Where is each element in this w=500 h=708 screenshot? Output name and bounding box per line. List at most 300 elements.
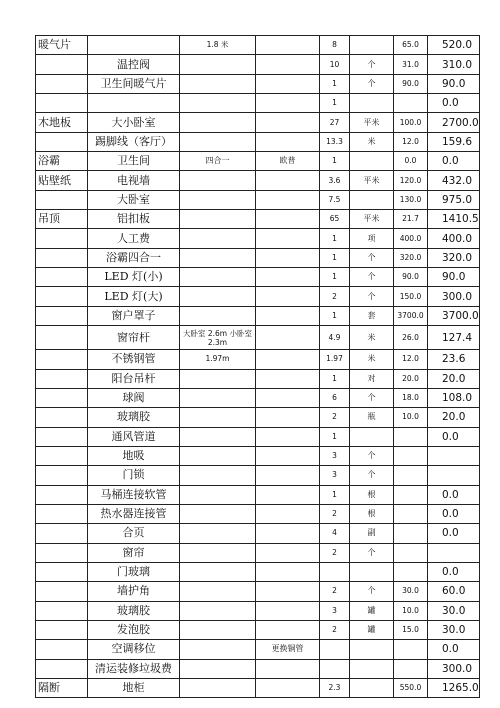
total-cell: 90.0 [428, 74, 480, 93]
brand-cell [256, 582, 320, 601]
spec-cell [180, 306, 256, 325]
item-cell: 窗帘 [88, 543, 180, 562]
brand-cell: 更换铜管 [256, 640, 320, 659]
unit-price-cell: 12.0 [394, 132, 428, 151]
brand-cell [256, 466, 320, 485]
category-cell [36, 485, 88, 504]
unit-cell: 平米 [350, 171, 394, 190]
quantity-cell: 1 [320, 268, 350, 287]
category-cell [36, 408, 88, 427]
brand-cell [256, 562, 320, 581]
spec-cell [180, 659, 256, 678]
brand-cell: 欧普 [256, 152, 320, 171]
unit-price-cell: 18.0 [394, 388, 428, 407]
brand-cell [256, 350, 320, 369]
brand-cell [256, 659, 320, 678]
unit-price-cell: 0.0 [394, 152, 428, 171]
table-row [36, 408, 480, 427]
quantity-cell: 1 [320, 427, 350, 446]
unit-price-cell: 130.0 [394, 190, 428, 209]
item-cell: 踢脚线（客厅） [88, 132, 180, 151]
item-cell: 不锈钢管 [88, 350, 180, 369]
unit-cell [350, 152, 394, 171]
unit-price-cell: 150.0 [394, 287, 428, 306]
total-cell: 0.0 [428, 94, 480, 113]
table-row [36, 350, 480, 369]
category-cell: 吊顶 [36, 210, 88, 229]
unit-price-cell: 120.0 [394, 171, 428, 190]
unit-price-cell: 30.0 [394, 582, 428, 601]
unit-cell: 个 [350, 55, 394, 74]
unit-price-cell: 10.0 [394, 408, 428, 427]
unit-cell: 根 [350, 485, 394, 504]
table-row [36, 446, 480, 465]
table-row [36, 524, 480, 543]
brand-cell [256, 306, 320, 325]
unit-cell: 个 [350, 543, 394, 562]
quantity-cell [320, 562, 350, 581]
spec-cell [180, 229, 256, 248]
total-cell: 20.0 [428, 408, 480, 427]
table-row [36, 326, 480, 350]
unit-cell: 罐 [350, 620, 394, 639]
spec-cell [180, 466, 256, 485]
quantity-cell: 10 [320, 55, 350, 74]
spec-cell: 1.97m [180, 350, 256, 369]
spec-cell [180, 74, 256, 93]
item-cell: 窗帘杆 [88, 326, 180, 350]
unit-price-cell [394, 504, 428, 523]
brand-cell [256, 524, 320, 543]
total-cell: 520.0 [428, 36, 480, 55]
brand-cell [256, 408, 320, 427]
table-row [36, 55, 480, 74]
brand-cell [256, 601, 320, 620]
spec-cell [180, 562, 256, 581]
unit-price-cell: 31.0 [394, 55, 428, 74]
unit-price-cell: 3700.0 [394, 306, 428, 325]
unit-cell: 个 [350, 287, 394, 306]
spec-cell [180, 210, 256, 229]
category-cell [36, 582, 88, 601]
table-row [36, 74, 480, 93]
unit-price-cell: 21.7 [394, 210, 428, 229]
item-cell: 通风管道 [88, 427, 180, 446]
total-cell: 0.0 [428, 562, 480, 581]
category-cell [36, 640, 88, 659]
quantity-cell: 6 [320, 388, 350, 407]
table-row [36, 388, 480, 407]
spec-cell [180, 485, 256, 504]
category-cell [36, 268, 88, 287]
brand-cell [256, 229, 320, 248]
table-row [36, 36, 480, 55]
quantity-cell: 3 [320, 601, 350, 620]
table-row [36, 562, 480, 581]
item-cell: 马桶连接软管 [88, 485, 180, 504]
total-cell: 400.0 [428, 229, 480, 248]
unit-cell: 米 [350, 350, 394, 369]
unit-price-cell [394, 543, 428, 562]
unit-price-cell: 320.0 [394, 248, 428, 267]
quantity-cell: 8 [320, 36, 350, 55]
brand-cell [256, 427, 320, 446]
spec-cell [180, 113, 256, 132]
quantity-cell: 13.3 [320, 132, 350, 151]
item-cell: 空调移位 [88, 640, 180, 659]
unit-cell: 套 [350, 306, 394, 325]
spec-cell [180, 55, 256, 74]
item-cell: 地柜 [88, 679, 180, 698]
item-cell: 清运装修垃圾费 [88, 659, 180, 678]
brand-cell [256, 369, 320, 388]
item-cell: 热水器连接管 [88, 504, 180, 523]
total-cell: 975.0 [428, 190, 480, 209]
total-cell: 0.0 [428, 640, 480, 659]
total-cell: 108.0 [428, 388, 480, 407]
item-cell: 球阀 [88, 388, 180, 407]
unit-cell [350, 94, 394, 113]
unit-cell [350, 562, 394, 581]
quantity-cell: 1.97 [320, 350, 350, 369]
category-cell [36, 248, 88, 267]
category-cell [36, 229, 88, 248]
spec-cell: 1.8 米 [180, 36, 256, 55]
unit-cell [350, 36, 394, 55]
item-cell: 大小卧室 [88, 113, 180, 132]
table-row [36, 659, 480, 678]
unit-cell: 项 [350, 229, 394, 248]
total-cell: 3700.0 [428, 306, 480, 325]
brand-cell [256, 190, 320, 209]
brand-cell [256, 210, 320, 229]
category-cell [36, 427, 88, 446]
total-cell: 0.0 [428, 485, 480, 504]
table-row [36, 171, 480, 190]
spec-cell [180, 679, 256, 698]
table-row [36, 268, 480, 287]
total-cell: 432.0 [428, 171, 480, 190]
category-cell [36, 74, 88, 93]
spec-cell [180, 524, 256, 543]
total-cell [428, 543, 480, 562]
table-row [36, 229, 480, 248]
spec-cell: 大卧室 2.6m 小卧室 2.3m [180, 326, 256, 350]
spec-cell [180, 132, 256, 151]
brand-cell [256, 326, 320, 350]
category-cell [36, 190, 88, 209]
quantity-cell: 2 [320, 582, 350, 601]
unit-cell [350, 659, 394, 678]
item-cell: LED 灯(小) [88, 268, 180, 287]
category-cell [36, 446, 88, 465]
category-cell [36, 326, 88, 350]
category-cell: 暖气片 [36, 36, 88, 55]
brand-cell [256, 55, 320, 74]
item-cell: 门锁 [88, 466, 180, 485]
total-cell: 90.0 [428, 268, 480, 287]
unit-cell: 平米 [350, 113, 394, 132]
category-cell: 木地板 [36, 113, 88, 132]
quote-sheet [35, 35, 480, 698]
unit-price-cell [394, 466, 428, 485]
total-cell: 30.0 [428, 601, 480, 620]
spec-cell [180, 543, 256, 562]
category-cell [36, 94, 88, 113]
unit-cell [350, 640, 394, 659]
unit-price-cell: 100.0 [394, 113, 428, 132]
quantity-cell: 2 [320, 504, 350, 523]
table-row [36, 620, 480, 639]
quantity-cell: 3 [320, 446, 350, 465]
unit-price-cell: 65.0 [394, 36, 428, 55]
quantity-cell: 2 [320, 408, 350, 427]
item-cell: 卫生间 [88, 152, 180, 171]
unit-cell: 个 [350, 466, 394, 485]
total-cell: 310.0 [428, 55, 480, 74]
brand-cell [256, 132, 320, 151]
category-cell: 浴霸 [36, 152, 88, 171]
category-cell [36, 350, 88, 369]
total-cell [428, 446, 480, 465]
total-cell: 1410.5 [428, 210, 480, 229]
category-cell [36, 466, 88, 485]
category-cell: 贴壁纸 [36, 171, 88, 190]
table-row [36, 485, 480, 504]
item-cell: 窗户罩子 [88, 306, 180, 325]
total-cell: 0.0 [428, 152, 480, 171]
unit-cell: 罐 [350, 601, 394, 620]
total-cell: 23.6 [428, 350, 480, 369]
quantity-cell: 1 [320, 306, 350, 325]
quantity-cell [320, 640, 350, 659]
brand-cell [256, 74, 320, 93]
unit-cell: 个 [350, 74, 394, 93]
category-cell [36, 524, 88, 543]
quantity-cell: 1 [320, 248, 350, 267]
table-row [36, 190, 480, 209]
total-cell: 20.0 [428, 369, 480, 388]
brand-cell [256, 268, 320, 287]
table-row [36, 679, 480, 698]
unit-price-cell: 90.0 [394, 74, 428, 93]
item-cell: 温控阀 [88, 55, 180, 74]
spec-cell [180, 620, 256, 639]
unit-price-cell: 550.0 [394, 679, 428, 698]
unit-cell: 个 [350, 248, 394, 267]
total-cell: 0.0 [428, 427, 480, 446]
quantity-cell: 1 [320, 74, 350, 93]
item-cell: 铝扣板 [88, 210, 180, 229]
spec-cell [180, 388, 256, 407]
category-cell [36, 55, 88, 74]
spec-cell [180, 640, 256, 659]
item-cell: LED 灯(大) [88, 287, 180, 306]
quantity-cell: 1 [320, 229, 350, 248]
table-body [36, 36, 480, 698]
spec-cell [180, 369, 256, 388]
brand-cell [256, 94, 320, 113]
table-row [36, 543, 480, 562]
category-cell [36, 601, 88, 620]
total-cell: 1265.0 [428, 679, 480, 698]
table-row [36, 369, 480, 388]
spec-cell [180, 268, 256, 287]
table-row [36, 113, 480, 132]
total-cell: 320.0 [428, 248, 480, 267]
brand-cell [256, 388, 320, 407]
table-row [36, 94, 480, 113]
item-cell: 电视墙 [88, 171, 180, 190]
table-row [36, 306, 480, 325]
item-cell: 玻璃胶 [88, 601, 180, 620]
unit-cell [350, 679, 394, 698]
total-cell: 0.0 [428, 524, 480, 543]
spec-cell [180, 248, 256, 267]
table-row [36, 287, 480, 306]
category-cell [36, 562, 88, 581]
unit-cell: 平米 [350, 210, 394, 229]
table-row [36, 601, 480, 620]
table-row [36, 427, 480, 446]
item-cell: 墙护角 [88, 582, 180, 601]
total-cell: 159.6 [428, 132, 480, 151]
quantity-cell: 7.5 [320, 190, 350, 209]
brand-cell [256, 446, 320, 465]
spec-cell [180, 171, 256, 190]
brand-cell [256, 504, 320, 523]
total-cell: 300.0 [428, 287, 480, 306]
table-row [36, 210, 480, 229]
unit-cell [350, 190, 394, 209]
spec-cell [180, 408, 256, 427]
item-cell: 发泡胶 [88, 620, 180, 639]
total-cell: 300.0 [428, 659, 480, 678]
unit-price-cell: 15.0 [394, 620, 428, 639]
unit-price-cell [394, 427, 428, 446]
quantity-cell: 4.9 [320, 326, 350, 350]
quantity-cell: 1 [320, 152, 350, 171]
spec-cell [180, 446, 256, 465]
brand-cell [256, 679, 320, 698]
unit-price-cell [394, 562, 428, 581]
unit-cell: 米 [350, 132, 394, 151]
category-cell [36, 659, 88, 678]
category-cell [36, 504, 88, 523]
item-cell: 合页 [88, 524, 180, 543]
table-row [36, 640, 480, 659]
unit-cell: 个 [350, 446, 394, 465]
item-cell [88, 36, 180, 55]
spec-cell [180, 504, 256, 523]
table-row [36, 504, 480, 523]
brand-cell [256, 113, 320, 132]
unit-price-cell [394, 640, 428, 659]
unit-cell [350, 427, 394, 446]
table-row [36, 582, 480, 601]
brand-cell [256, 171, 320, 190]
unit-price-cell: 12.0 [394, 350, 428, 369]
unit-price-cell [394, 94, 428, 113]
item-cell: 阳台吊杆 [88, 369, 180, 388]
quantity-cell: 1 [320, 369, 350, 388]
unit-cell: 对 [350, 369, 394, 388]
brand-cell [256, 287, 320, 306]
item-cell [88, 94, 180, 113]
unit-cell: 根 [350, 504, 394, 523]
spec-cell [180, 582, 256, 601]
spec-cell: 四合一 [180, 152, 256, 171]
quantity-cell: 2.3 [320, 679, 350, 698]
unit-price-cell [394, 659, 428, 678]
unit-price-cell: 10.0 [394, 601, 428, 620]
quantity-cell: 3.6 [320, 171, 350, 190]
unit-cell: 米 [350, 326, 394, 350]
table-row [36, 466, 480, 485]
item-cell: 地吸 [88, 446, 180, 465]
unit-price-cell [394, 446, 428, 465]
spec-cell [180, 427, 256, 446]
total-cell [428, 466, 480, 485]
item-cell: 玻璃胶 [88, 408, 180, 427]
item-cell: 卫生间暖气片 [88, 74, 180, 93]
quantity-cell: 27 [320, 113, 350, 132]
table-row [36, 248, 480, 267]
quantity-cell: 2 [320, 620, 350, 639]
quantity-cell: 3 [320, 466, 350, 485]
brand-cell [256, 485, 320, 504]
category-cell [36, 388, 88, 407]
unit-price-cell [394, 524, 428, 543]
quantity-cell: 4 [320, 524, 350, 543]
item-cell: 人工费 [88, 229, 180, 248]
brand-cell [256, 543, 320, 562]
category-cell [36, 287, 88, 306]
total-cell: 2700.0 [428, 113, 480, 132]
quantity-cell: 65 [320, 210, 350, 229]
category-cell [36, 306, 88, 325]
total-cell: 60.0 [428, 582, 480, 601]
quantity-cell [320, 659, 350, 678]
unit-price-cell: 20.0 [394, 369, 428, 388]
item-cell: 浴霸四合一 [88, 248, 180, 267]
unit-cell: 瓶 [350, 408, 394, 427]
unit-price-cell: 26.0 [394, 326, 428, 350]
brand-cell [256, 620, 320, 639]
item-cell: 门玻璃 [88, 562, 180, 581]
unit-price-cell: 90.0 [394, 268, 428, 287]
quantity-cell: 1 [320, 485, 350, 504]
brand-cell [256, 36, 320, 55]
category-cell: 隔断 [36, 679, 88, 698]
category-cell [36, 620, 88, 639]
unit-price-cell [394, 485, 428, 504]
total-cell: 30.0 [428, 620, 480, 639]
quantity-cell: 2 [320, 287, 350, 306]
unit-price-cell: 400.0 [394, 229, 428, 248]
spec-cell [180, 94, 256, 113]
unit-cell: 副 [350, 524, 394, 543]
total-cell: 127.4 [428, 326, 480, 350]
table-row [36, 132, 480, 151]
unit-cell: 个 [350, 388, 394, 407]
quantity-cell: 2 [320, 543, 350, 562]
spec-cell [180, 287, 256, 306]
spec-cell [180, 601, 256, 620]
category-cell [36, 369, 88, 388]
quantity-cell: 1 [320, 94, 350, 113]
renovation-cost-table [35, 35, 480, 698]
